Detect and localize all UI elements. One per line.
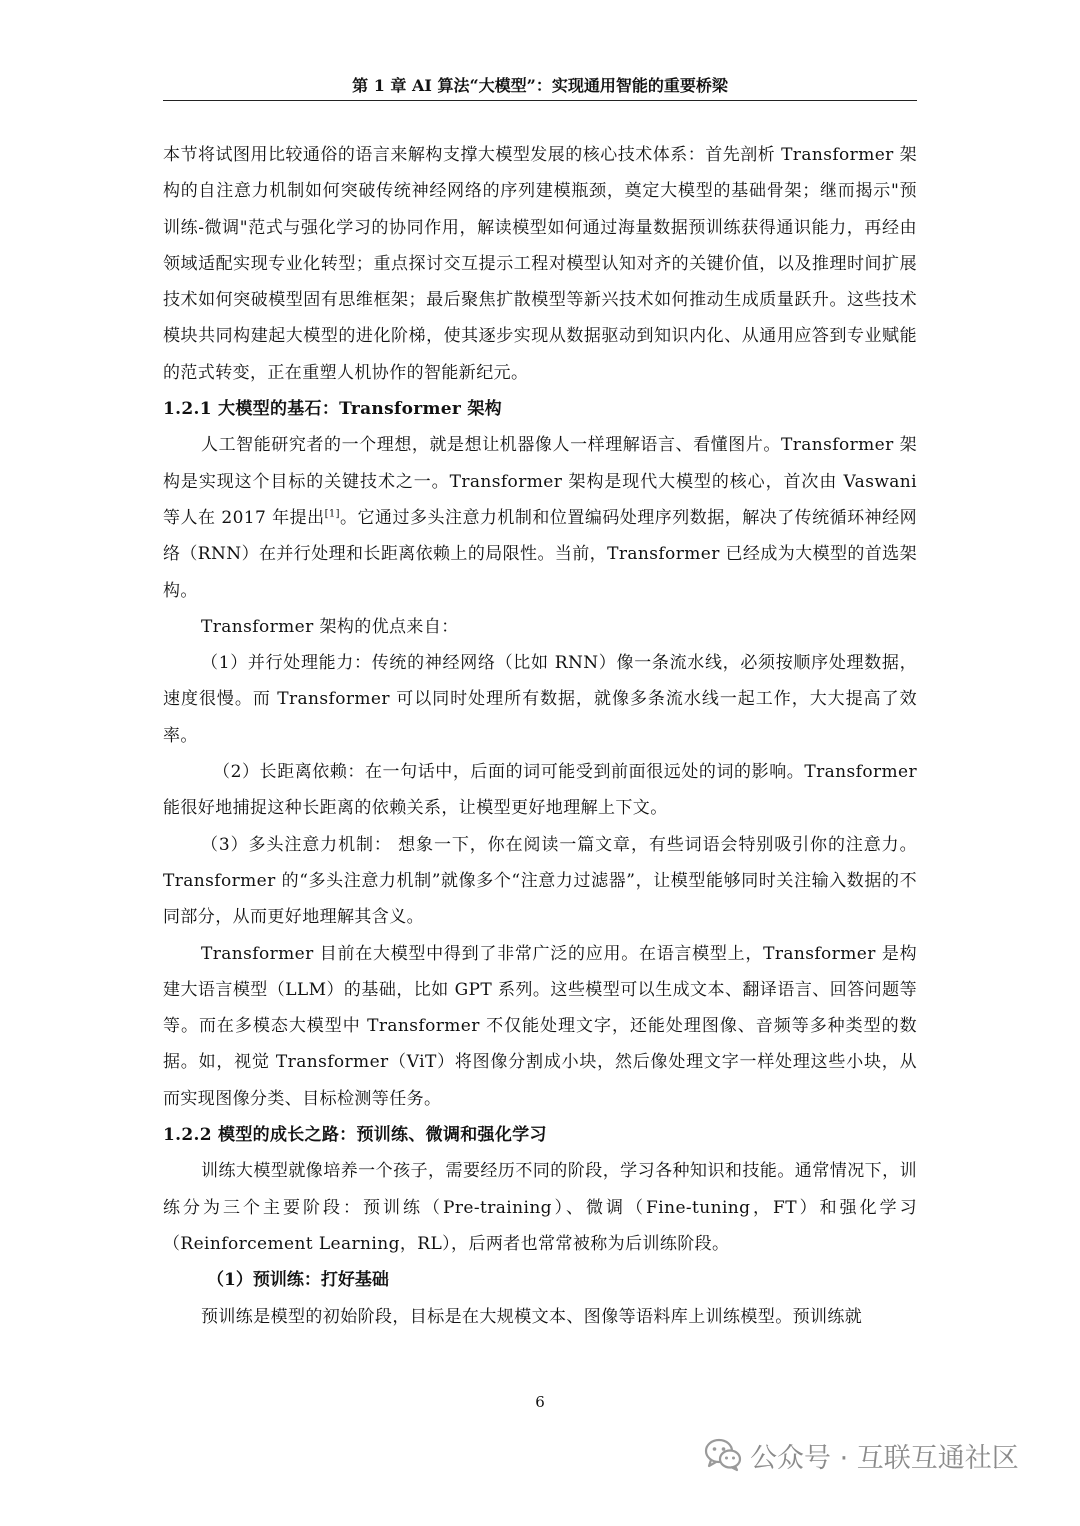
section-heading-1-2-2: 1.2.2 模型的成长之路：预训练、微调和强化学习 [163,1125,547,1146]
page-body [163,137,917,1335]
subheading-pretraining: （1）预训练：打好基础 [207,1270,389,1291]
advantage-item-parallel: （1）并行处理能力：传统的神经网络（比如 RNN）像一条流水线，必须按顺序处理数据，速度很慢。而 Transformer 可以同时处理所有数据，就像多条流水线一起工作，大大提高了效率。 [163,653,917,746]
pretraining-paragraph: 预训练是模型的初始阶段，目标是在大规模文本、图像等语料库上训练模型。预训练就 [201,1306,863,1327]
transformer-intro-paragraph [163,427,917,608]
citation-ref[interactable]: [1] [324,508,340,520]
applications-paragraph: Transformer 目前在大模型中得到了非常广泛的应用。在语言模型上，Transformer 是构建大语言模型（LLM）的基础，比如 GPT 系列。这些模型可以生成文本、翻译语言、回答问题等等。而在多模态大模型中 Transformer 不仅能处理文字，还能处理图像、音频等多种类型的数据。如，视觉 Transformer（ViT）将图像分割成小块，然后像处理文字一样处理这些小块，从而实现图像分类、目标检测等任务。 [163,943,917,1109]
wechat-icon [704,1438,742,1472]
intro-paragraph: 本节将试图用比较通俗的语言来解构支撑大模型发展的核心技术体系：首先剖析 Transformer 架构的自注意力机制如何突破传统神经网络的序列建模瓶颈，奠定大模型的基础骨架；继而揭示"预训练-微调"范式与强化学习的协同作用，解读模型如何通过海量数据预训练获得通识能力，再经由领域适配实现专业化转型；重点探讨交互提示工程对模型认知对齐的关键价值，以及推理时间扩展技术如何突破模型固有思维框架；最后聚焦扩散模型等新兴技术如何推动生成质量跃升。这些技术模块共同构建起大模型的进化阶梯，使其逐步实现从数据驱动到知识内化、从通用应答到专业赋能的范式转变，正在重塑人机协作的智能新纪元。 [163,145,917,383]
running-header: 第 1 章 AI 算法“大模型”：实现通用智能的重要桥梁 [352,76,728,95]
header-rule [163,100,917,101]
transformer-intro-text-a: 人工智能研究者的一个理想，就是想让机器像人一样理解语言、看懂图片。Transformer 架构是实现这个目标的关键技术之一。Transformer 架构是现代大模型的核心，首次由 Vaswani 等人在 2017 年提出 [163,435,917,528]
watermark [704,1430,1054,1480]
training-stages-paragraph: 训练大模型就像培养一个孩子，需要经历不同的阶段，学习各种知识和技能。通常情况下，训练分为三个主要阶段：预训练（Pre-training）、微调（Fine-tuning，FT）和强化学习（Reinforcement Learning，RL），后两者也常常被称为后训练阶段。 [163,1161,917,1254]
transformer-intro-text-b: 。它通过多头注意力机制和位置编码处理序列数据，解决了传统循环神经网络（RNN）在并行处理和长距离依赖上的局限性。当前，Transformer 已经成为大模型的首选架构。 [163,507,918,601]
page-number: 6 [535,1393,545,1411]
watermark-text: 公众号 · 互联互通社区 [750,1442,1019,1474]
advantage-item-multihead: （3）多头注意力机制： 想象一下，你在阅读一篇文章，有些词语会特别吸引你的注意力。Transformer 的“多头注意力机制”就像多个“注意力过滤器”，让模型能够同时关注输入数据的不同部分，从而更好地理解其含义。 [163,834,917,928]
advantage-item-long-range: （2）长距离依赖：在一句话中，后面的词可能受到前面很远处的词的影响。Transformer 能很好地捕捉这种长距离的依赖关系，让模型更好地理解上下文。 [163,762,917,819]
section-heading-1-2-1: 1.2.1 大模型的基石：Transformer 架构 [163,399,502,420]
advantages-lead-paragraph: Transformer 架构的优点来自： [201,616,459,637]
